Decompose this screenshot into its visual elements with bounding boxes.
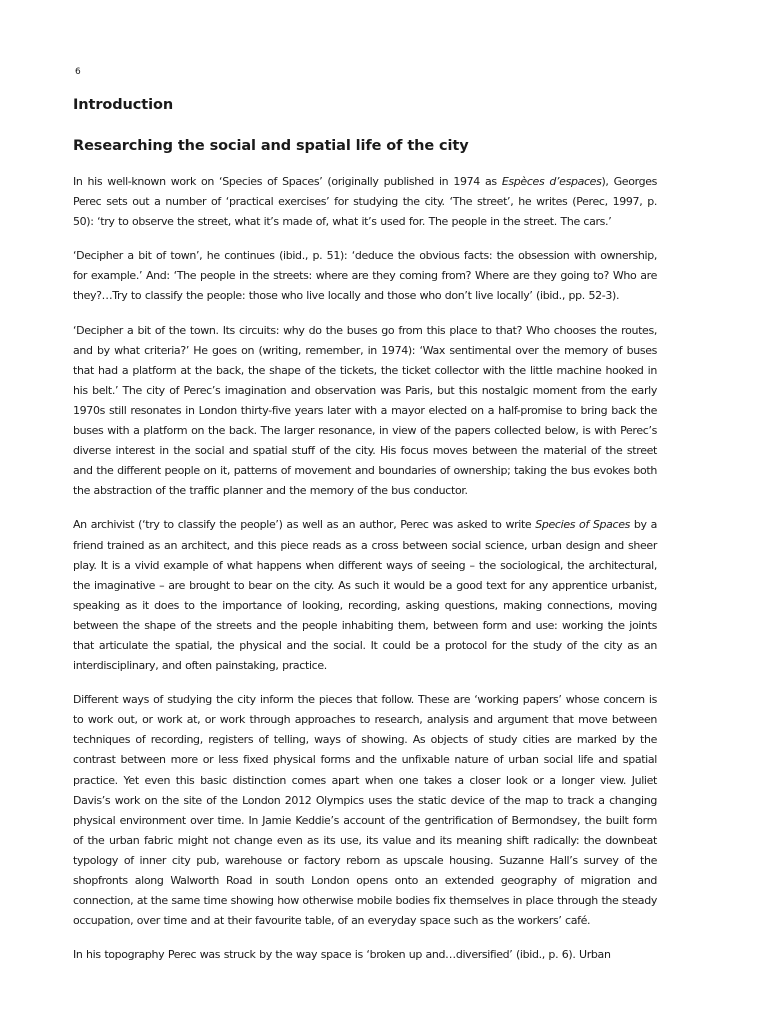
subsection-heading: Researching the social and spatial life of the city xyxy=(73,138,469,154)
section-heading: Introduction xyxy=(73,97,174,113)
paragraph-1: In his well-known work on ‘Species of Spaces’ (originally published in 1974 as Espèces d’espaces), Georges Perec sets out a number of ‘practical exercises’ for studying the city. ‘The street’, he writes (Perec, 1997, p. 50): ‘try to observe the street, what it’s made of, what it’s used for. The people in the street. The cars.’ xyxy=(73,175,657,229)
paragraph-5: Different ways of studying the city inform the pieces that follow. These are ‘working papers’ whose concern is to work out, or work at, or work through approaches to research, analysis and argument that move between techniques of recording, registers of telling, ways of showing. As objects of study cities are marked by the contrast between more or less fixed physical forms and the unfixable nature of urban social life and spatial practice. Yet even this basic distinction comes apart when one takes a closer look or a longer view. Juliet Davis’s work on the site of the London 2012 Olympics uses the static device of the map to track a changing physical environment over time. In Jamie Keddie’s account of the gentrification of Bermondsey, the built form of the urban fabric might not change even as its use, its value and its meaning shift radically: the downbeat typology of inner city pub, warehouse or factory reborn as upscale housing. Suzanne Hall’s survey of the shopfronts along Walworth Road in south London opens onto an extended geography of migration and connection, at the same time showing how otherwise mobile bodies fix themselves in place through the steady occupation, over time and at their favourite table, of an everyday space such as the workers’ café. xyxy=(73,693,657,928)
document-page xyxy=(73,66,657,965)
paragraph-6: In his topography Perec was struck by the way space is ‘broken up and…diversified’ (ibid., p. 6). Urban xyxy=(73,948,611,962)
page-number: 6 xyxy=(75,67,81,77)
paragraph-4: An archivist (‘try to classify the people’) as well as an author, Perec was asked to write Species of Spaces by a friend trained as an architect, and this piece reads as a cross between social science, urban design and sheer play. It is a vivid example of what happens when different ways of seeing – the sociological, the architectural, the imaginative – are brought to bear on the city. As such it would be a good text for any apprentice urbanist, speaking as it does to the importance of looking, recording, asking questions, making connections, moving between the shape of the streets and the people inhabiting them, between form and use: working the joints that articulate the spatial, the physical and the social. It could be a protocol for the study of the city as an interdisciplinary, and often painstaking, practice. xyxy=(73,518,657,673)
paragraph-2: ‘Decipher a bit of town’, he continues (ibid., p. 51): ‘deduce the obvious facts: the obsession with ownership, for example.’ And: ‘The people in the streets: where are they coming from? Where are they going to? Who are they?…Try to classify the people: those who live locally and those who don’t live locally’ (ibid., pp. 52-3). xyxy=(73,249,657,303)
paragraph-3: ‘Decipher a bit of the town. Its circuits: why do the buses go from this place to that? Who chooses the routes, and by what criteria?’ He goes on (writing, remember, in 1974): ‘Wax sentimental over the memory of buses that had a platform at the back, the shape of the tickets, the ticket collector with the little machine hooked in his belt.’ The city of Perec’s imagination and observation was Paris, but this nostalgic moment from the early 1970s still resonates in London thirty-five years later with a mayor elected on a half-promise to bring back the buses with a platform on the back. The larger resonance, in view of the papers collected below, is with Perec’s diverse interest in the social and spatial stuff of the city. His focus moves between the material of the street and the different people on it, patterns of movement and boundaries of ownership; taking the bus evokes both the abstraction of the traffic planner and the memory of the bus conductor. xyxy=(73,323,657,498)
book-title-italic: Species of Spaces xyxy=(535,518,630,532)
book-title-italic: Espèces d’espaces xyxy=(501,175,602,188)
